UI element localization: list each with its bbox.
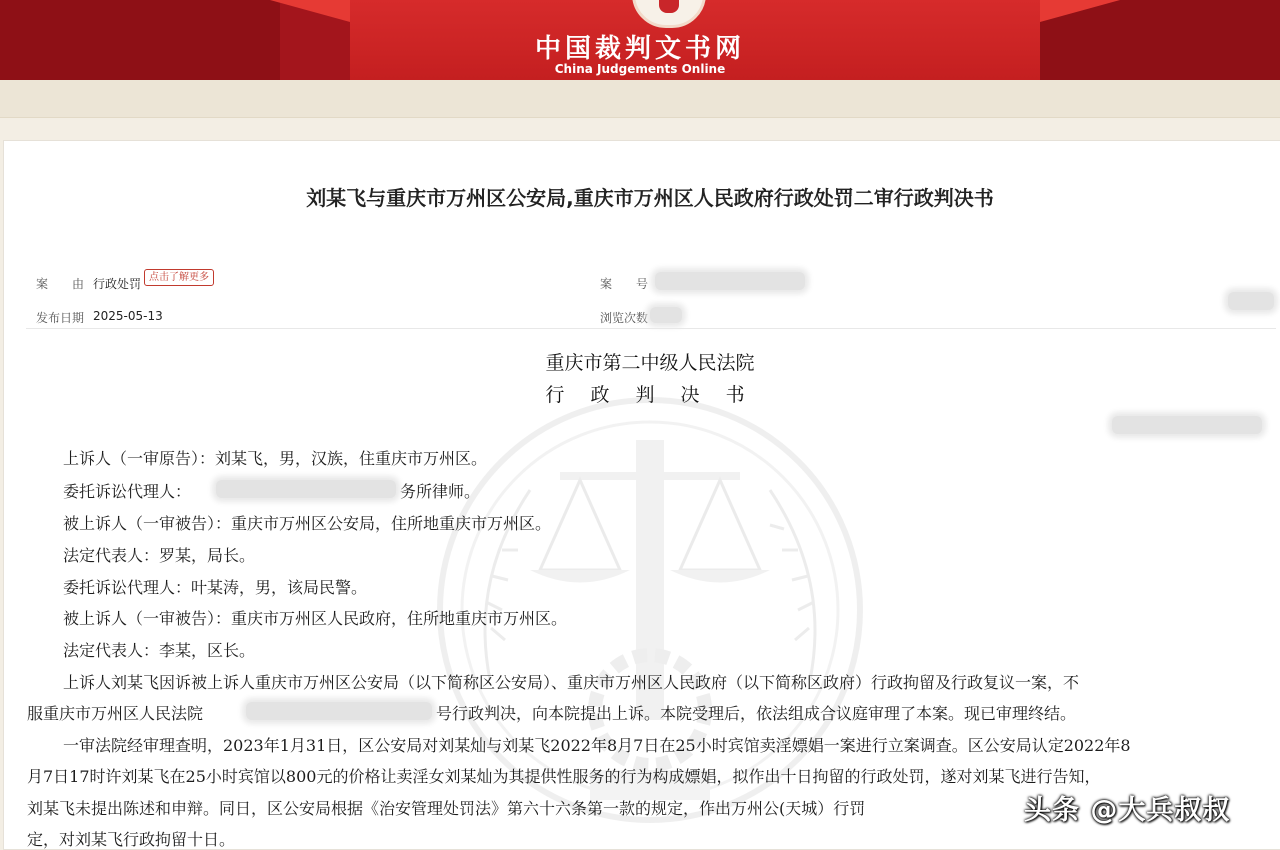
paragraph-line: 月7日17时许刘某飞在25小时宾馆以800元的价格让卖淫女刘某灿为其提供性服务的行为构成嫖娼，拟作出十日拘留的行政处罚，遂对刘某飞进行告知，: [27, 767, 1101, 786]
toutiao-watermark: 头条 @大兵叔叔: [1024, 795, 1231, 826]
cause-label: 案 由: [36, 277, 85, 291]
learn-more-button[interactable]: 点击了解更多: [144, 269, 214, 286]
site-title[interactable]: 中国裁判文书网: [534, 34, 745, 64]
publish-date-label: 发布日期: [36, 311, 85, 325]
party-line: 法定代表人：李某，区长。: [63, 641, 256, 660]
case-number-label: 案 号: [600, 277, 649, 291]
site-subtitle: China Judgements Online: [554, 62, 726, 76]
paragraph-line: 一审法院经审理查明，2023年1月31日，区公安局对刘某灿与刘某飞2022年8月7日在25小时宾馆卖淫嫖娼一案进行立案调查。区公安局认定2022年8: [63, 736, 1131, 755]
header-divider: [26, 328, 1276, 329]
party-line: 法定代表人：罗某，局长。: [63, 546, 256, 565]
party-line: 委托诉讼代理人：: [63, 482, 192, 501]
view-count-label: 浏览次数: [600, 311, 649, 325]
paragraph-line: 号行政判决，向本院提出上诉。本院受理后，依法组成合议庭审理了本案。现已审理终结。: [436, 704, 1077, 723]
party-line: 上诉人（一审原告）：刘某飞，男，汉族，住重庆市万州区。: [63, 449, 488, 468]
paragraph-line: 服重庆市万州区人民法院: [27, 704, 204, 723]
publish-date-value: 2025-05-13: [93, 309, 163, 323]
cause-value: 行政处罚: [93, 277, 142, 291]
paragraph-line: 上诉人刘某飞因诉被上诉人重庆市万州区公安局（以下简称区公安局）、重庆市万州区人民政府（以下简称区政府）行政拘留及行政复议一案，不: [63, 673, 1080, 692]
party-line: 被上诉人（一审被告）：重庆市万州区公安局，住所地重庆市万州区。: [63, 514, 552, 533]
court-name: 重庆市第二中级人民法院: [545, 352, 755, 374]
document-type: 行 政 判 决 书: [545, 384, 755, 406]
banner-right-wing: [1040, 0, 1120, 22]
party-line: 委托诉讼代理人：叶某涛，男，该局民警。: [63, 578, 368, 597]
document-number-redacted: [1112, 416, 1262, 434]
banner-left-wing: [270, 0, 350, 22]
document-title: 刘某飞与重庆市万州区公安局,重庆市万州区人民政府行政处罚二审行政判决书: [306, 186, 994, 210]
site-banner: [0, 0, 1280, 80]
paragraph-line: 定，对刘某飞行政拘留十日。: [27, 830, 236, 849]
party-line: 被上诉人（一审被告）：重庆市万州区人民政府，住所地重庆市万州区。: [63, 609, 568, 628]
redacted-lawyer-name: [216, 480, 396, 498]
case-number-redacted: [655, 272, 805, 290]
party-line: 务所律师。: [400, 482, 481, 501]
redacted-case-number: [246, 702, 432, 720]
view-count-redacted: [650, 307, 682, 323]
paragraph-line: 刘某飞未提出陈述和申辩。同日，区公安局根据《治安管理处罚法》第六十六条第一款的规定，作出万州公(天城）行罚: [27, 799, 866, 818]
redacted-region: [1228, 292, 1274, 310]
nav-strip: [0, 80, 1280, 118]
